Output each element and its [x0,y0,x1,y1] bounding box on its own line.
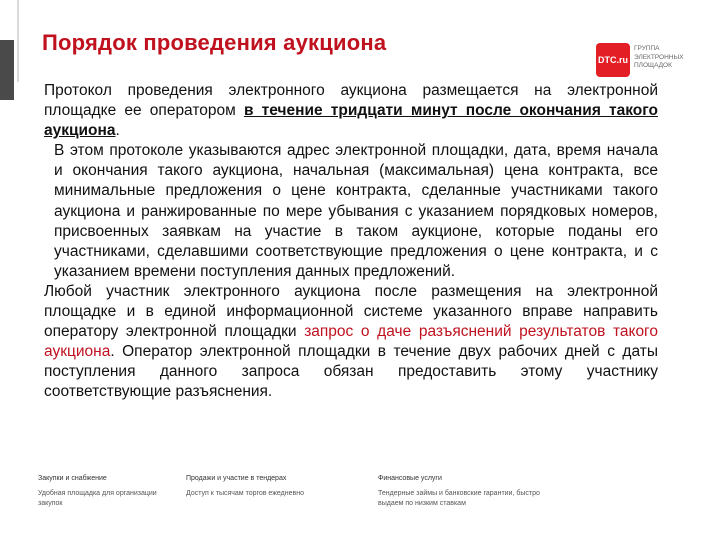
footer-subtext: Тендерные займы и банковские гарантии, быстро выдаем по низким ставкам [378,490,540,507]
paragraph-protocol [44,81,658,141]
paragraph-end: . [115,122,120,140]
paragraph-text: Протокол проведения электронного аукциона размещается на электронной площадке ее оператором [44,82,658,120]
paragraph-clarification [44,282,658,403]
logo-caption-line: ГРУППА [634,45,660,52]
paragraph-protocol-contents: В этом протоколе указываются адрес электронной площадки, дата, время начала и окончания такого аукциона, начальная (максимальная) цена контракта, все минимальные предложения о цене контракта, сделанные участниками такого аукциона и ранжированные по мере убывания с указанием порядковых номеров, присвоенных заявкам на участие в таком аукционе, которые поданы его участниками, сделавшими соответствующие предложения о цене контракта, и с указанием времени поступления данных предложений. [54,142,658,280]
decorative-side-line [17,0,19,82]
footer-heading: Закупки и снабжение [38,475,107,482]
logo-badge: DTC.ru [596,43,630,77]
logo-caption-line: ЭЛЕКТРОННЫХ [634,53,684,61]
logo-caption [634,45,694,71]
logo-caption-line: ПЛОЩАДОК [634,62,672,69]
footer-subtext: Доступ к тысячам торгов ежедневно [186,490,304,497]
deadline-emphasis: в течение тридцати минут после окончания такого аукциона [44,102,658,140]
slide-body [44,81,658,403]
footer-heading: Продажи и участие в тендерах [186,475,287,482]
company-logo [596,43,692,79]
footer-heading: Финансовые услуги [378,475,442,482]
paragraph-text: Любой участник электронного аукциона после размещения на электронной площадке и в единой информационной системе указанного вправе направить оператору электронной площадки [44,282,658,341]
clarification-request-emphasis: запрос о даче разъяснений результатов такого аукциона [44,323,658,361]
slide-title: Порядок проведения аукциона [42,30,387,55]
footer-column-sales [186,474,346,499]
paragraph-text: . Оператор электронной площадки в течение двух рабочих дней с даты поступления данного запроса обязан предоставить этому участнику соответствующие разъяснения. [44,343,658,401]
decorative-side-bar [0,40,14,100]
footer-column-finance [378,474,558,509]
footer-column-procurement [38,474,158,509]
slide-footer [38,474,678,514]
footer-subtext: Удобная площадка для организации закупок [38,490,157,507]
